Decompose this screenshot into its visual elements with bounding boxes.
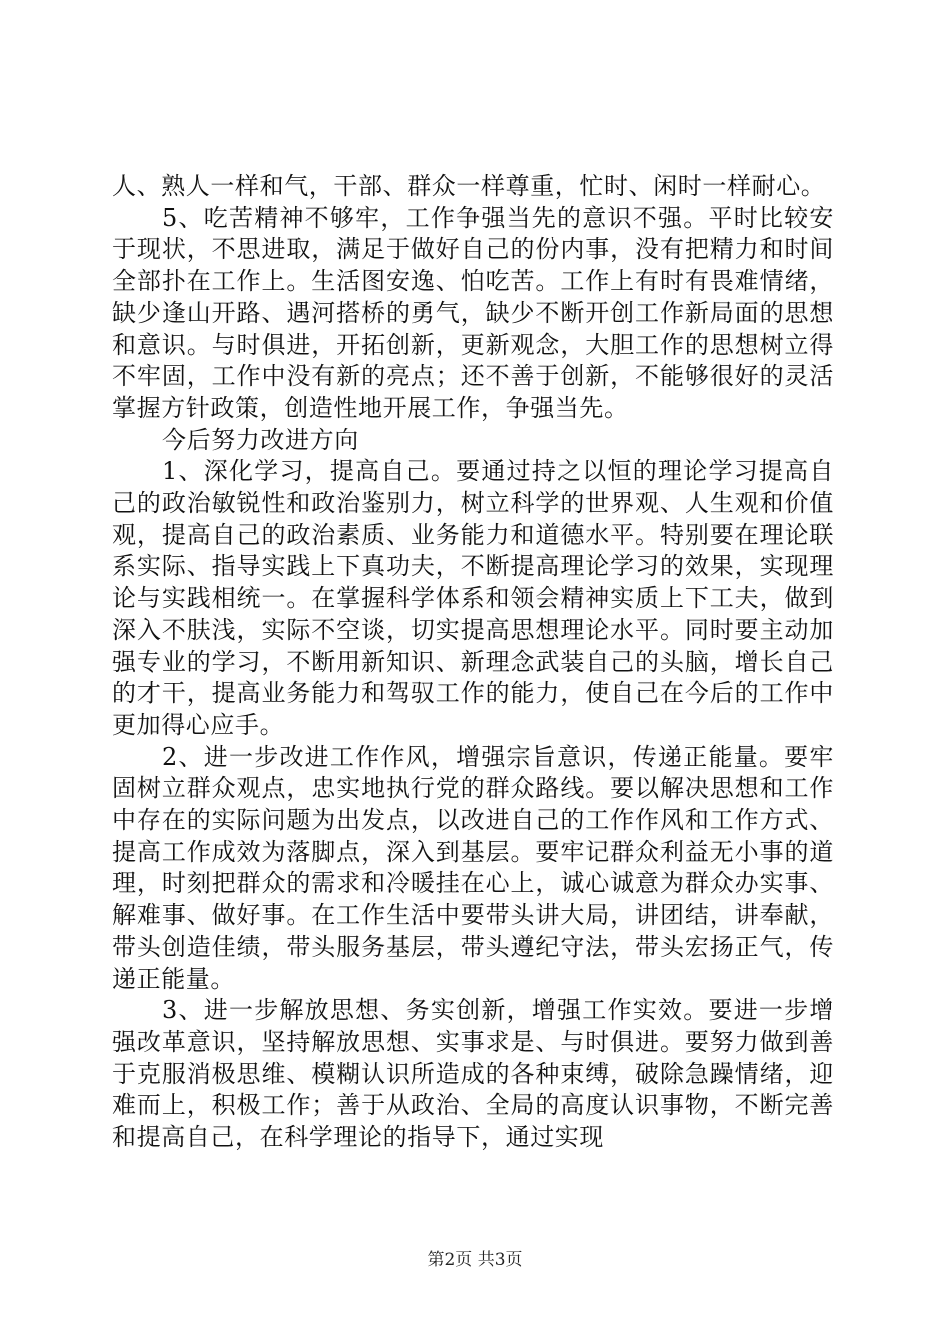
paragraph-continuation: 人、熟人一样和气，干部、群众一样尊重，忙时、闲时一样耐心。 (112, 172, 826, 200)
paragraph-item-1: 1、深化学习，提高自己。要通过持之以恒的理论学习提高自己的政治敏锐性和政治鉴别力，树立科学的世界观、人生观和价值观，提高自己的政治素质、业务能力和道德水平。特别要在理论联系实际、指导实践上下真功夫，不断提高理论学习的效果，实现理论与实践相统一。在掌握科学体系和领会精神实质上下工夫，做到深入不肤浅，实际不空谈，切实提高思想理论水平。同时要主动加强专业的学习，不断用新知识、新理念武装自己的头脑，增长自己的才干，提高业务能力和驾驭工作的能力，使自己在今后的工作中更加得心应手。 (112, 457, 834, 739)
section-heading: 今后努力改进方向 (162, 425, 359, 454)
paragraph-item-2: 2、进一步改进工作作风，增强宗旨意识，传递正能量。要牢固树立群众观点，忠实地执行党的群众路线。要以解决思想和工作中存在的实际问题为出发点，以改进自己的工作作风和工作方式、提高工作成效为落脚点，深入到基层。要牢记群众利益无小事的道理，时刻把群众的需求和冷暖挂在心上，诚心诚意为群众办实事、解难事、做好事。在工作生活中要带头讲大局，讲团结，讲奉献，带头创造佳绩，带头服务基层，带头遵纪守法，带头宏扬正气，传递正能量。 (112, 742, 834, 993)
document-body (112, 171, 834, 1154)
paragraph-item-5: 5、吃苦精神不够牢，工作争强当先的意识不强。平时比较安于现状，不思进取，满足于做好自己的份内事，没有把精力和时间全部扑在工作上。生活图安逸、怕吃苦。工作上有时有畏难情绪，缺少逢山开路、遇河搭桥的勇气，缺少不断开创工作新局面的思想和意识。与时俱进，开拓创新，更新观念，大胆工作的思想树立得不牢固，工作中没有新的亮点；还不善于创新，不能够很好的灵活掌握方针政策，创造性地开展工作，争强当先。 (112, 203, 834, 422)
page-number-footer: 第2页 共3页 (427, 1250, 523, 1270)
paragraph-item-3: 3、进一步解放思想、务实创新，增强工作实效。要进一步增强改革意识，坚持解放思想、实事求是、与时俱进。要努力做到善于克服消极思维、模糊认识所造成的各种束缚，破除急躁情绪，迎难而上，积极工作；善于从政治、全局的高度认识事物，不断完善和提高自己，在科学理论的指导下，通过实现 (112, 996, 834, 1152)
